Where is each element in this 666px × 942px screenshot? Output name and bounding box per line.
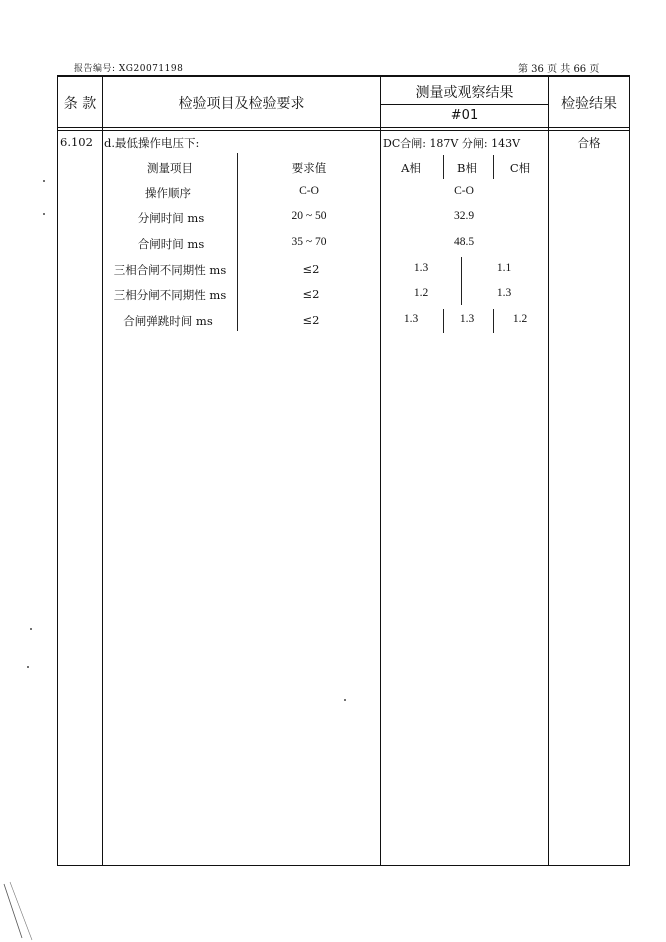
table-row-value-c: 1.2: [512, 313, 528, 325]
value-divider-ab: [443, 309, 444, 333]
header-item: 检验项目及检验要求: [178, 96, 305, 112]
col-divider-clause: [102, 76, 103, 865]
inspection-table: [57, 75, 630, 866]
table-row-requirement: ≤2: [302, 287, 320, 301]
table-row-item: 三相合闸不同期性 ms: [113, 263, 227, 277]
col-divider-item: [380, 76, 381, 865]
subheader-item: 测量项目: [147, 161, 193, 175]
header-clause: 条 款: [63, 96, 97, 112]
section-title: d.最低操作电压下:: [104, 136, 200, 150]
table-row-requirement: ≤2: [302, 262, 320, 276]
table-row-value-b: 1.3: [459, 313, 475, 325]
scan-speck: [43, 213, 45, 215]
operating-voltage: DC合闸: 187V 分闸: 143V: [383, 137, 521, 150]
subheader-phase-b: B相: [457, 161, 477, 175]
table-row-item: 合闸弹跳时间 ms: [123, 314, 213, 328]
col-divider-measure: [548, 76, 549, 865]
scan-speck: [30, 628, 32, 630]
table-row-requirement: 20 ~ 50: [291, 210, 327, 222]
header-unit: #01: [450, 108, 479, 123]
phase-divider-ab: [443, 155, 444, 179]
table-row-requirement: ≤2: [302, 313, 320, 327]
page-info: 第 36 页 共 66 页: [518, 64, 600, 75]
scan-speck: [344, 699, 346, 701]
table-row-item: 分闸时间 ms: [137, 211, 205, 225]
value-divider-bc: [493, 309, 494, 333]
table-row-item: 合闸时间 ms: [137, 237, 205, 251]
report-number: 报告编号: XG20071198: [74, 64, 184, 74]
scan-speck: [43, 180, 45, 182]
value-divider: [461, 257, 462, 305]
table-row-value: 48.5: [453, 236, 475, 248]
table-row-value-2: 1.1: [496, 262, 512, 274]
subheader-phase-c: C相: [509, 161, 531, 175]
scan-speck: [27, 666, 29, 668]
phase-divider-bc: [493, 155, 494, 179]
table-row-value: 32.9: [453, 210, 475, 222]
table-row-value-1: 1.3: [413, 262, 429, 274]
header-rule-1: [57, 127, 630, 128]
subheader-requirement: 要求值: [291, 161, 327, 175]
header-measure: 测量或观察结果: [415, 85, 514, 101]
table-row-item: 三相分闸不同期性 ms: [113, 288, 227, 302]
test-result: 合格: [577, 136, 601, 150]
clause-number: 6.102: [60, 135, 93, 149]
table-row-requirement: C-O: [299, 185, 319, 197]
table-row-requirement: 35 ~ 70: [291, 236, 327, 248]
header-result: 检验结果: [561, 96, 617, 112]
scan-streak: [0, 880, 40, 942]
subheader-phase-a: A相: [401, 161, 421, 175]
measure-header-divider: [380, 104, 548, 105]
table-row-value: C-O: [454, 185, 474, 197]
header-rule-2: [57, 130, 630, 131]
table-row-item: 操作顺序: [145, 186, 191, 200]
item-requirement-divider: [237, 153, 238, 331]
table-row-value-2: 1.3: [496, 287, 512, 299]
table-row-value-a: 1.3: [403, 313, 419, 325]
table-row-value-1: 1.2: [413, 287, 429, 299]
